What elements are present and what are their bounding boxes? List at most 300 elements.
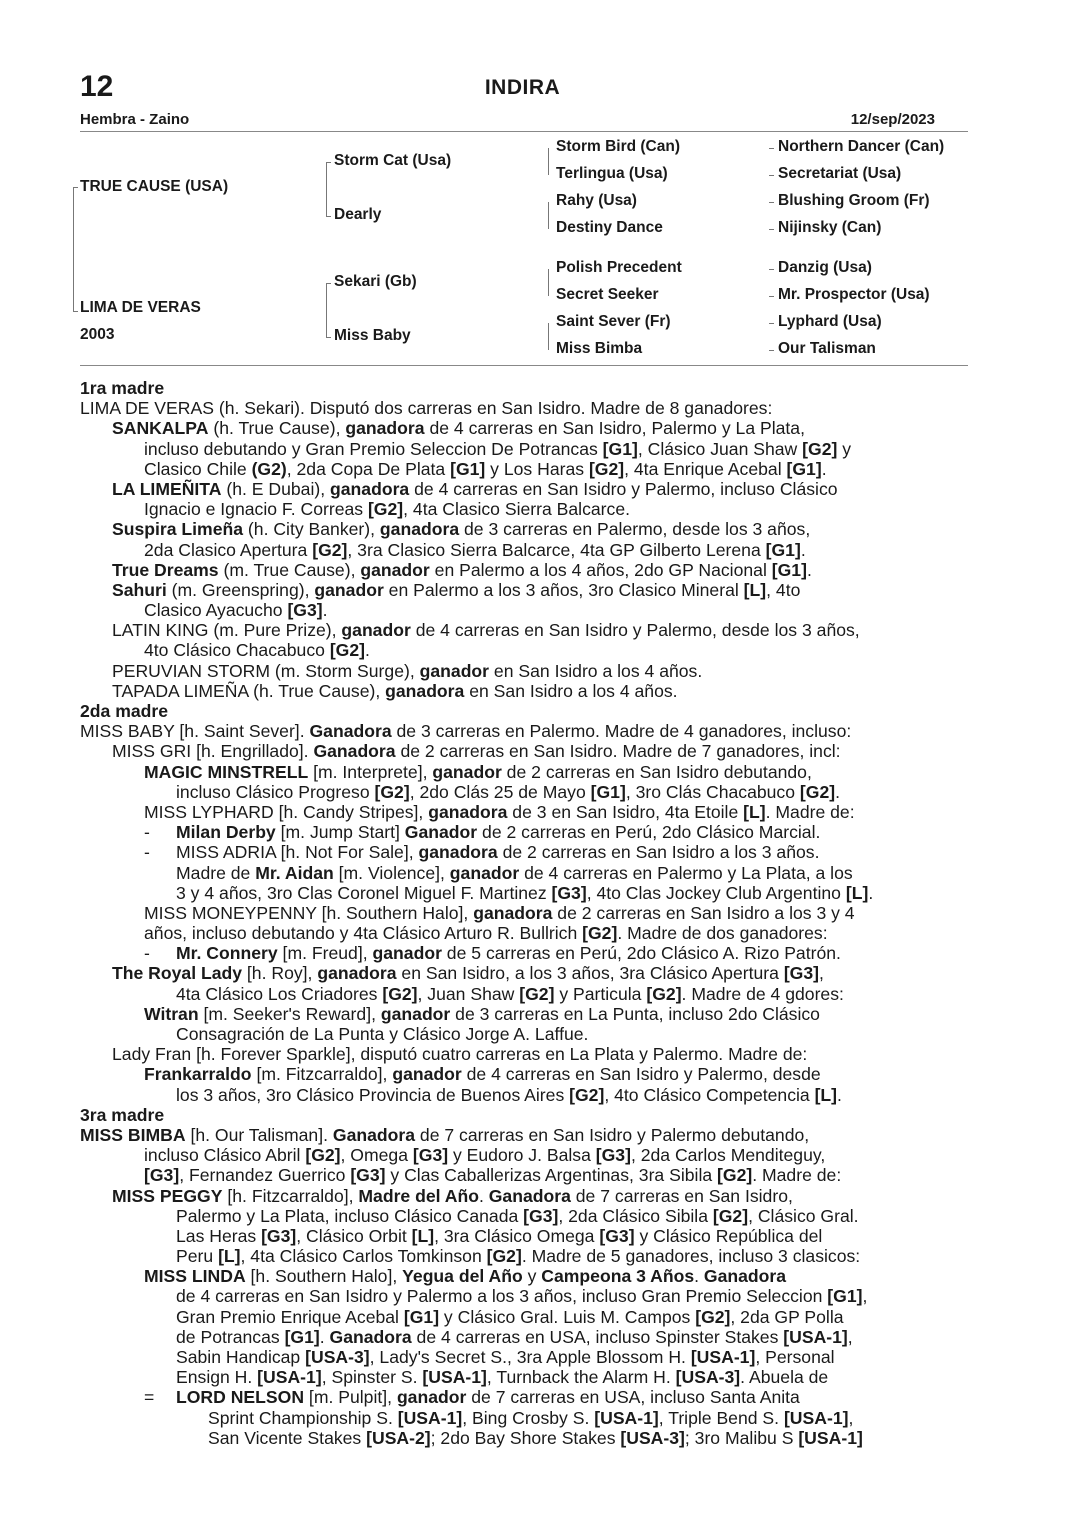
bracket-line <box>769 296 774 297</box>
text-segment: [G2] <box>329 640 366 661</box>
text-segment: [USA-1] <box>422 1367 487 1388</box>
gen4-horse: Our Talisman <box>778 340 876 357</box>
text-segment: de 3 carreras en Palermo, desde los 3 años, <box>459 519 811 540</box>
text-segment: . Madre de: <box>765 801 855 822</box>
text-segment: LATIN KING (m. Pure Prize), <box>112 620 342 641</box>
text-segment: , 3ra Clásico Omega <box>434 1225 600 1246</box>
text-segment: Lady Fran [h. Forever Sparkle], disputó cuatro carreras en La Plata y Palermo. Madre de: <box>112 1044 808 1065</box>
section-heading: 3ra madre <box>80 1104 165 1125</box>
text-segment: [G3] <box>261 1225 297 1246</box>
bracket-line <box>548 148 549 175</box>
text-segment: Ganadora <box>313 741 396 762</box>
text-segment: , Clásico Juan Shaw <box>637 438 803 459</box>
text-segment: , <box>819 963 824 984</box>
text-segment: [h. Fitzcarraldo], <box>222 1185 359 1206</box>
text-segment: , 4ta Enrique Acebal <box>624 458 787 479</box>
section-heading: 2da madre <box>80 701 169 721</box>
text-segment: [G1] <box>590 781 626 802</box>
sale-date: 12/sep/2023 <box>850 111 935 128</box>
text-segment: en San Isidro a los 4 años. <box>489 660 703 681</box>
text-segment: [G3] <box>551 882 587 903</box>
text-segment: Mr. Connery <box>176 943 278 964</box>
text-segment: MISS LINDA <box>144 1266 246 1287</box>
text-segment: [G1] <box>403 1306 440 1327</box>
text-segment: [G2] <box>802 438 838 459</box>
catalog-line <box>80 1266 970 1286</box>
text-segment: , 2da GP Polla <box>730 1306 844 1327</box>
text-segment: [m. Pulpit], <box>304 1387 397 1408</box>
text-segment: , 2do Clás 25 de Mayo <box>409 781 591 802</box>
text-segment: MISS BABY [h. Saint Sever]. <box>80 721 310 742</box>
sex-color: Hembra - Zaino <box>80 111 190 128</box>
text-segment: , Clásico Gral. <box>748 1205 859 1226</box>
text-segment: ganadora <box>418 842 498 863</box>
gen3-horse: Polish Precedent <box>556 259 682 276</box>
text-segment: y <box>522 1266 542 1287</box>
text-segment: SANKALPA <box>112 418 209 439</box>
text-segment: [G2] <box>646 983 682 1004</box>
text-segment: [h. Southern Halo], <box>245 1266 403 1287</box>
text-segment: de 4 carreras en San Isidro y Palermo, desde los 3 años, <box>410 620 860 641</box>
catalog-line <box>80 1145 970 1165</box>
text-segment: [m. Jump Start] <box>275 822 405 843</box>
text-segment: Ganadora <box>329 1326 412 1347</box>
text-segment: [USA-1] <box>257 1367 322 1388</box>
catalog-line <box>80 681 970 701</box>
bullet-marker: = <box>144 1387 155 1408</box>
catalog-line <box>80 863 970 883</box>
gen3-horse: Miss Bimba <box>556 340 643 357</box>
text-segment: [G1] <box>827 1286 863 1307</box>
text-segment: [L] <box>845 882 869 903</box>
text-segment: ganadora <box>379 519 460 540</box>
text-segment: ganador <box>372 943 442 964</box>
text-segment: de 4 carreras en USA, incluso Spinster Stakes <box>411 1326 784 1347</box>
text-segment: ganador <box>360 559 430 580</box>
text-segment: de 7 carreras en San Isidro, <box>570 1185 793 1206</box>
text-segment: , 3ra Clasico Sierra Balcarce, 4ta GP Gilberto Lerena <box>347 539 766 560</box>
text-segment: de 4 carreras en Palermo y La Plata, a los <box>519 862 853 883</box>
text-segment: ganador <box>380 1003 451 1024</box>
text-segment: de 2 carreras en San Isidro debutando, <box>501 761 812 782</box>
text-segment: [L] <box>743 801 766 822</box>
text-segment: de 2 carreras en San Isidro a los 3 años. <box>497 842 820 863</box>
text-segment: [m. Freud], <box>277 943 373 964</box>
text-segment: y Clas Caballerizas Argentinas, 3ra Sibila <box>385 1165 718 1186</box>
text-segment: The Royal Lady <box>112 963 243 984</box>
text-segment: . <box>821 458 827 479</box>
text-segment: , Juan Shaw <box>417 983 520 1004</box>
text-segment: Ganadora <box>703 1266 787 1287</box>
text-segment: ganador <box>392 1064 462 1085</box>
text-segment: [G2] <box>569 1084 605 1105</box>
catalog-line <box>80 923 970 943</box>
bracket-line <box>769 202 774 203</box>
bracket-line <box>769 323 774 324</box>
catalog-line <box>80 802 970 822</box>
catalog-line <box>80 1286 970 1306</box>
text-segment: [h. Our Talisman]. <box>185 1124 333 1145</box>
text-segment: MISS PEGGY <box>112 1185 223 1206</box>
bracket-line <box>326 283 327 337</box>
text-segment: y Clásico Gral. Luis M. Campos <box>439 1306 696 1327</box>
dam: LIMA DE VERAS <box>80 299 201 316</box>
catalog-line <box>80 762 970 782</box>
catalog-line <box>80 1246 970 1266</box>
text-segment: [m. Interprete], <box>308 761 433 782</box>
text-segment: (m. Greenspring), <box>166 579 315 600</box>
text-segment: de 2 carreras en Perú, 2do Clásico Marcial. <box>477 822 821 843</box>
text-segment: de 3 carreras en La Punta, incluso 2do Clásico <box>450 1003 820 1024</box>
gen4-horse: Northern Dancer (Can) <box>778 138 945 155</box>
text-segment: de 4 carreras en San Isidro y Palermo, incluso Clásico <box>409 478 838 499</box>
catalog-line <box>80 439 970 459</box>
catalog-line <box>80 1186 970 1206</box>
catalog-line <box>80 499 970 519</box>
text-segment: [L] <box>743 579 767 600</box>
gen4-horse: Secretariat (Usa) <box>778 165 902 182</box>
text-segment: de 3 en San Isidro, 4ta Etoile <box>507 801 744 822</box>
catalog-line <box>80 741 970 761</box>
pedigree-table <box>0 0 1080 380</box>
text-segment: , 4to Clas Jockey Club Argentino <box>586 882 846 903</box>
text-segment: ganador <box>432 761 502 782</box>
bracket-line <box>548 269 549 296</box>
text-segment: . <box>837 1084 842 1105</box>
text-segment: en Palermo a los 4 años, 2do GP Nacional <box>429 559 772 580</box>
text-segment: Sprint Championship S. <box>208 1407 398 1428</box>
text-segment: , <box>848 1407 854 1428</box>
text-segment: [USA-1] <box>783 1407 849 1428</box>
text-segment: . Madre de: <box>752 1165 842 1186</box>
text-segment: Ensign H. <box>176 1367 258 1388</box>
text-segment: [L] <box>814 1084 838 1105</box>
text-segment: los 3 años, 3ro Clásico Provincia de Buenos Aires <box>176 1084 570 1105</box>
bracket-line <box>73 187 74 311</box>
text-segment: MAGIC MINSTRELL <box>144 761 309 782</box>
text-segment: [G2] <box>382 983 418 1004</box>
text-segment: Suspira Limeña <box>112 519 244 540</box>
gen3-horse: Storm Bird (Can) <box>556 138 680 155</box>
bullet-marker: - <box>144 822 150 843</box>
text-segment: [m. Fitzcarraldo], <box>251 1064 393 1085</box>
text-segment: de 4 carreras en San Isidro, Palermo y La Plata, <box>424 418 805 439</box>
text-segment: [G3] <box>595 1145 631 1166</box>
text-segment: [G2] <box>588 458 625 479</box>
text-segment: [USA-1] <box>783 1326 848 1347</box>
text-segment: [G3] <box>783 963 819 984</box>
text-segment: Frankarraldo <box>144 1064 252 1085</box>
text-segment: 2da Clasico Apertura <box>144 539 313 560</box>
text-segment: [G1] <box>450 458 486 479</box>
text-segment: [G2] <box>712 1205 749 1226</box>
text-segment: [L] <box>411 1225 435 1246</box>
gen3-horse: Destiny Dance <box>556 219 663 236</box>
text-segment: [G2] <box>695 1306 731 1327</box>
text-segment: , Clásico Orbit <box>296 1225 412 1246</box>
text-segment: 3 y 4 años, 3ro Clas Coronel Miguel F. Martinez <box>176 882 552 903</box>
text-segment: , 2da Carlos Menditeguy, <box>630 1145 826 1166</box>
text-segment: . Madre de dos ganadores: <box>617 923 828 944</box>
catalog-line <box>80 1044 970 1064</box>
text-segment: , 4ta Clásico Carlos Tomkinson <box>240 1246 487 1267</box>
text-segment: Ignacio e Ignacio F. Correas <box>144 499 368 520</box>
text-segment: [USA-1] <box>397 1407 463 1428</box>
catalog-line <box>80 883 970 903</box>
text-segment: [G1] <box>786 458 822 479</box>
catalog-line <box>80 580 970 600</box>
text-segment: Las Heras <box>176 1225 262 1246</box>
catalog-line <box>80 418 970 438</box>
catalog-line <box>80 661 970 681</box>
text-segment: en San Isidro a los 4 años. <box>464 680 678 701</box>
text-segment: (h. City Banker), <box>243 519 380 540</box>
text-segment: PERUVIAN STORM (m. Storm Surge), <box>112 660 420 681</box>
text-segment: Campeona 3 Años <box>541 1266 695 1287</box>
catalog-line <box>80 640 970 660</box>
gen4-horse: Lyphard (Usa) <box>778 313 882 330</box>
text-segment: Sahuri <box>112 579 167 600</box>
text-segment: , Turnback the Alarm H. <box>486 1367 676 1388</box>
text-segment: , Triple Bend S. <box>658 1407 784 1428</box>
text-segment: [G2] <box>486 1246 522 1267</box>
text-segment: [m. Seeker's Reward], <box>198 1003 381 1024</box>
text-segment: de 5 carreras en Perú, 2do Clásico A. Rizo Patrón. <box>441 943 841 964</box>
text-segment: (m. True Cause), <box>218 559 361 580</box>
bracket-line <box>769 148 774 149</box>
text-segment: 4to Clásico Chacabuco <box>144 640 330 661</box>
text-segment: [h. Roy], <box>242 963 318 984</box>
text-segment: [USA-1] <box>798 1427 863 1448</box>
text-segment: (h. E Dubai), <box>221 478 331 499</box>
text-segment: Ganador <box>404 822 478 843</box>
text-segment: . Madre de 5 ganadores, incluso 3 clasicos: <box>521 1246 861 1267</box>
gen4-horse: Nijinsky (Can) <box>778 219 882 236</box>
sire: TRUE CAUSE (USA) <box>80 178 229 195</box>
catalog-line <box>80 600 970 620</box>
text-segment: ganadora <box>345 418 425 439</box>
text-segment: San Vicente Stakes <box>208 1427 367 1448</box>
text-segment: [G2] <box>374 781 410 802</box>
text-segment: y Eudoro J. Balsa <box>448 1145 596 1166</box>
text-segment: de 7 carreras en San Isidro y Palermo debutando, <box>415 1124 810 1145</box>
text-segment: de 3 carreras en Palermo. Madre de 4 ganadores, incluso: <box>391 721 852 742</box>
bracket-line <box>326 162 331 163</box>
catalog-line <box>80 1024 970 1044</box>
catalog-line <box>80 1347 970 1367</box>
birth-year: 2003 <box>80 326 115 343</box>
dam-sire: Sekari (Gb) <box>334 273 417 290</box>
text-segment: [G3] <box>350 1165 386 1186</box>
catalog-line <box>80 963 970 983</box>
catalog-line <box>80 984 970 1004</box>
text-segment: ganador <box>396 1387 467 1408</box>
catalog-line <box>80 1428 970 1448</box>
bullet-marker: - <box>144 842 150 863</box>
text-segment: LIMA DE VERAS (h. Sekari). Disputó dos carreras en San Isidro. Madre de 8 ganadores: <box>80 398 773 419</box>
text-segment: [USA-3] <box>620 1427 685 1448</box>
bracket-line <box>548 323 549 350</box>
catalog-body <box>80 378 970 1448</box>
text-segment: [USA-3] <box>675 1367 741 1388</box>
text-segment: . Abuela de <box>740 1367 829 1388</box>
text-segment: de 4 carreras en San Isidro y Palermo a los 3 años, incluso Gran Premio Seleccion <box>176 1286 828 1307</box>
text-segment: Ganadora <box>488 1185 571 1206</box>
text-segment: [G2] <box>312 539 348 560</box>
catalog-line <box>80 1064 970 1084</box>
text-segment: años, incluso debutando y 4ta Clásico Arturo R. Bullrich <box>144 923 583 944</box>
text-segment: Madre del Año <box>358 1185 479 1206</box>
gen3-horse: Secret Seeker <box>556 286 659 303</box>
text-segment: , Personal <box>755 1347 835 1367</box>
text-segment: y <box>837 438 852 459</box>
text-segment: [G1] <box>771 559 807 580</box>
text-segment: , <box>862 1286 868 1307</box>
text-segment: Consagración de La Punta y Clásico Jorge A. Laffue. <box>176 1024 589 1044</box>
catalog-line <box>80 479 970 499</box>
text-segment: de Potrancas <box>176 1326 285 1347</box>
text-segment: [G3] <box>144 1165 180 1186</box>
text-segment: ganadora <box>330 478 410 499</box>
text-segment: TAPADA LIMEÑA (h. True Cause), <box>112 680 386 701</box>
text-segment: [G2] <box>305 1145 341 1166</box>
catalog-line <box>80 1327 970 1347</box>
text-segment: [G2] <box>519 983 555 1004</box>
text-segment: 4ta Clásico Los Criadores <box>176 983 383 1004</box>
catalog-line <box>80 842 970 862</box>
bracket-line <box>73 187 78 188</box>
text-segment: y Clásico República del <box>634 1225 823 1246</box>
text-segment: [G2] <box>717 1165 753 1186</box>
text-segment: ; 2do Bay Shore Stakes <box>430 1427 621 1448</box>
catalog-line <box>80 1165 970 1185</box>
text-segment: [G1] <box>765 539 801 560</box>
text-segment: , Bing Crosby S. <box>462 1407 595 1428</box>
catalog-line <box>80 822 970 842</box>
text-segment: de 2 carreras en San Isidro a los 3 y 4 <box>552 902 855 923</box>
text-segment: ganadora <box>473 902 553 923</box>
text-segment: , 4ta Clasico Sierra Balcarce. <box>403 499 630 520</box>
catalog-line <box>80 398 970 418</box>
text-segment: [G2] <box>799 781 836 802</box>
text-segment: Yegua del Año <box>402 1266 523 1287</box>
text-segment: . <box>322 600 328 621</box>
text-segment: incluso debutando y Gran Premio Seleccion De Potrancas <box>144 438 603 459</box>
text-segment: . <box>800 539 806 560</box>
text-segment: , Spinster S. <box>321 1367 423 1388</box>
text-segment: MISS ADRIA [h. Not For Sale], <box>176 842 419 863</box>
catalog-line <box>80 782 970 802</box>
lot-number: 12 <box>80 70 114 103</box>
gen4-horse: Mr. Prospector (Usa) <box>778 286 930 303</box>
bracket-line <box>326 283 331 284</box>
bracket-line <box>326 216 331 217</box>
text-segment: [USA-1] <box>594 1407 659 1428</box>
text-segment: ; 3ro Malibu S <box>684 1427 799 1448</box>
text-segment: , 4to <box>766 579 801 600</box>
text-segment: Clasico Chile <box>144 458 252 479</box>
text-segment: [G1] <box>284 1326 320 1347</box>
text-segment: Ganadora <box>309 721 392 742</box>
text-segment: en Palermo a los 3 años, 3ro Clasico Mineral <box>383 579 744 600</box>
catalog-line <box>80 903 970 923</box>
catalog-line <box>80 1367 970 1387</box>
catalog-line <box>80 1226 970 1246</box>
text-segment: (h. True Cause), <box>208 418 346 439</box>
text-segment: incluso Clásico Abril <box>144 1145 306 1166</box>
text-segment: , Fernandez Guerrico <box>179 1165 351 1186</box>
text-segment: ganadora <box>317 963 397 984</box>
gen3-horse: Rahy (Usa) <box>556 192 637 209</box>
catalog-line <box>80 943 970 963</box>
catalog-line <box>80 620 970 640</box>
text-segment: MISS MONEYPENNY [h. Southern Halo], <box>144 902 474 923</box>
text-segment: [G3] <box>412 1145 449 1166</box>
bracket-line <box>326 162 327 216</box>
catalog-line <box>80 1408 970 1428</box>
text-segment: . <box>365 640 370 661</box>
gen3-horse: Saint Sever (Fr) <box>556 313 671 330</box>
text-segment: True Dreams <box>112 559 219 580</box>
text-segment: MISS LYPHARD [h. Candy Stripes], <box>144 801 429 822</box>
text-segment: Milan Derby <box>176 822 276 843</box>
text-segment: [USA-2] <box>366 1427 431 1448</box>
catalog-line <box>80 459 970 479</box>
text-segment: en San Isidro, a los 3 años, 3ra Clásico Apertura <box>396 963 784 984</box>
catalog-line <box>80 1125 970 1145</box>
text-segment: . <box>835 781 840 802</box>
text-segment: ganadora <box>385 680 465 701</box>
text-segment: , Omega <box>340 1145 413 1166</box>
bullet-marker: - <box>144 943 150 964</box>
catalog-line <box>80 1387 970 1407</box>
text-segment: . Madre de 4 gdores: <box>681 983 844 1004</box>
text-segment: [G3] <box>523 1205 559 1226</box>
text-segment: MISS GRI [h. Engrillado]. <box>112 741 314 762</box>
sire-sire: Storm Cat (Usa) <box>334 152 452 169</box>
catalog-line <box>80 540 970 560</box>
text-segment: de 4 carreras en San Isidro y Palermo, desde <box>461 1064 821 1085</box>
catalog-line <box>80 1206 970 1226</box>
text-segment: ganador <box>314 579 384 600</box>
gen3-horse: Terlingua (Usa) <box>556 165 668 182</box>
text-segment: de 2 carreras en San Isidro. Madre de 7 ganadores, incl: <box>395 741 841 762</box>
text-segment: , <box>847 1326 853 1347</box>
text-segment: [USA-1] <box>690 1347 756 1367</box>
catalog-line <box>80 1004 970 1024</box>
text-segment: (G2) <box>251 458 287 479</box>
text-segment: [m. Violence], <box>333 862 450 883</box>
text-segment: incluso Clásico Progreso <box>176 781 375 802</box>
text-segment: Witran <box>144 1003 199 1024</box>
text-segment: . <box>806 559 812 580</box>
text-segment: . <box>868 882 874 903</box>
text-segment: Sabin Handicap <box>176 1347 306 1367</box>
catalog-line <box>80 721 970 741</box>
sire-dam: Dearly <box>334 206 382 223</box>
text-segment: Clasico Ayacucho <box>144 600 288 621</box>
text-segment: , 2da Copa De Plata <box>286 458 451 479</box>
text-segment: Madre de <box>176 862 256 883</box>
text-segment: y Los Haras <box>485 458 589 479</box>
text-segment: [G2] <box>367 499 404 520</box>
text-segment: [G3] <box>287 600 323 621</box>
section-heading: 1ra madre <box>80 378 165 398</box>
text-segment: LA LIMEÑITA <box>112 478 222 499</box>
text-segment: , Lady's Secret S., 3ra Apple Blossom H. <box>369 1347 691 1367</box>
text-segment: Mr. Aidan <box>255 862 334 883</box>
gen4-horse: Blushing Groom (Fr) <box>778 192 930 209</box>
